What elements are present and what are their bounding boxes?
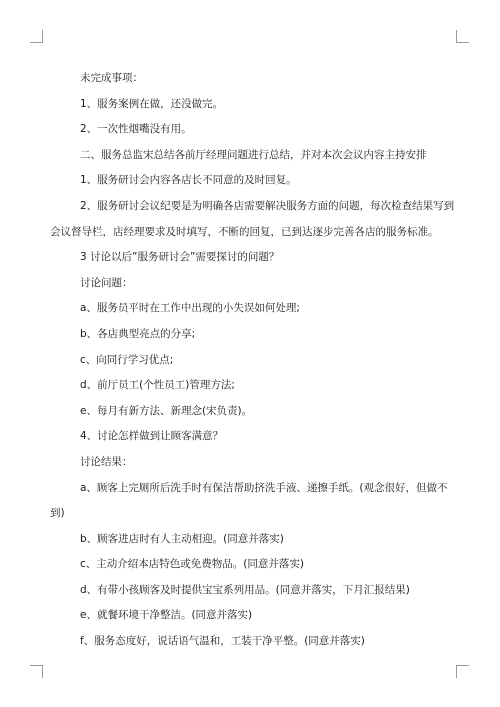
crop-mark-bottom-left (30, 665, 43, 678)
paragraph-section-three: 3 讨论以后”服务研讨会”需要探讨的问题？ (80, 251, 280, 264)
list-item-topic-c: c、向同行学习优点; (80, 353, 174, 366)
paragraph-section-four: 4、讨论怎样做到让顾客满意？ (80, 430, 224, 443)
crop-mark-top-left (30, 30, 43, 43)
crop-mark-top-right (456, 30, 469, 43)
paragraph-unfinished-2: 2、一次性烟嘴没有用。 (80, 123, 192, 136)
list-item-result-e: e、就餐环境干净整洁。(同意并落实) (80, 609, 253, 622)
paragraph-section-two-1: 1、服务研讨会内容各店长不同意的及时回复。 (80, 174, 297, 187)
paragraph-discussion-results-heading: 讨论结果： (80, 455, 133, 468)
paragraph-unfinished-heading: 未完成事项： (80, 72, 143, 84)
list-item-topic-e: e、每月有新方法、新理念(宋负责)。 (80, 404, 253, 417)
list-item-result-b: b、顾客进店时有人主动相迎。(同意并落实) (80, 532, 284, 545)
list-item-result-a: a、顾客上完厕所后洗手时有保洁帮助挤洗手液、递擦手纸。(观念很好，但做不到) (50, 481, 448, 520)
paragraph-section-two: 二、服务总监宋总结各前厅经理问题进行总结，并对本次会议内容主持安排 (80, 148, 427, 161)
list-item-topic-b: b、各店典型亮点的分享; (80, 327, 196, 340)
document-body (50, 66, 455, 655)
list-item-result-d: d、有带小孩顾客及时提供宝宝系列用品。(同意并落实，下月汇报结果) (80, 583, 410, 596)
list-item-topic-a: a、服务员平时在工作中出现的小失误如何处理; (80, 302, 300, 315)
paragraph-unfinished-1: 1、服务案例在做，还没做完。 (80, 97, 224, 110)
paragraph-section-two-2: 2、服务研讨会议纪要是为明确各店需要解决服务方面的问题，每次检查结果写到会议督导栏，店经理要求及时填写，不断的回复，已到达逐步完善各店的服务标准。 (50, 199, 455, 238)
list-item-topic-d: d、前厅员工(个性员工)管理方法; (80, 379, 235, 392)
list-item-result-f: f、服务态度好，说话语气温和，工装干净平整。(同意并落实) (80, 635, 365, 648)
paragraph-discussion-topics-heading: 讨论问题： (80, 276, 133, 289)
crop-mark-bottom-right (456, 665, 469, 678)
list-item-result-c: c、主动介绍本店特色或免费物品。(同意并落实) (80, 558, 304, 571)
